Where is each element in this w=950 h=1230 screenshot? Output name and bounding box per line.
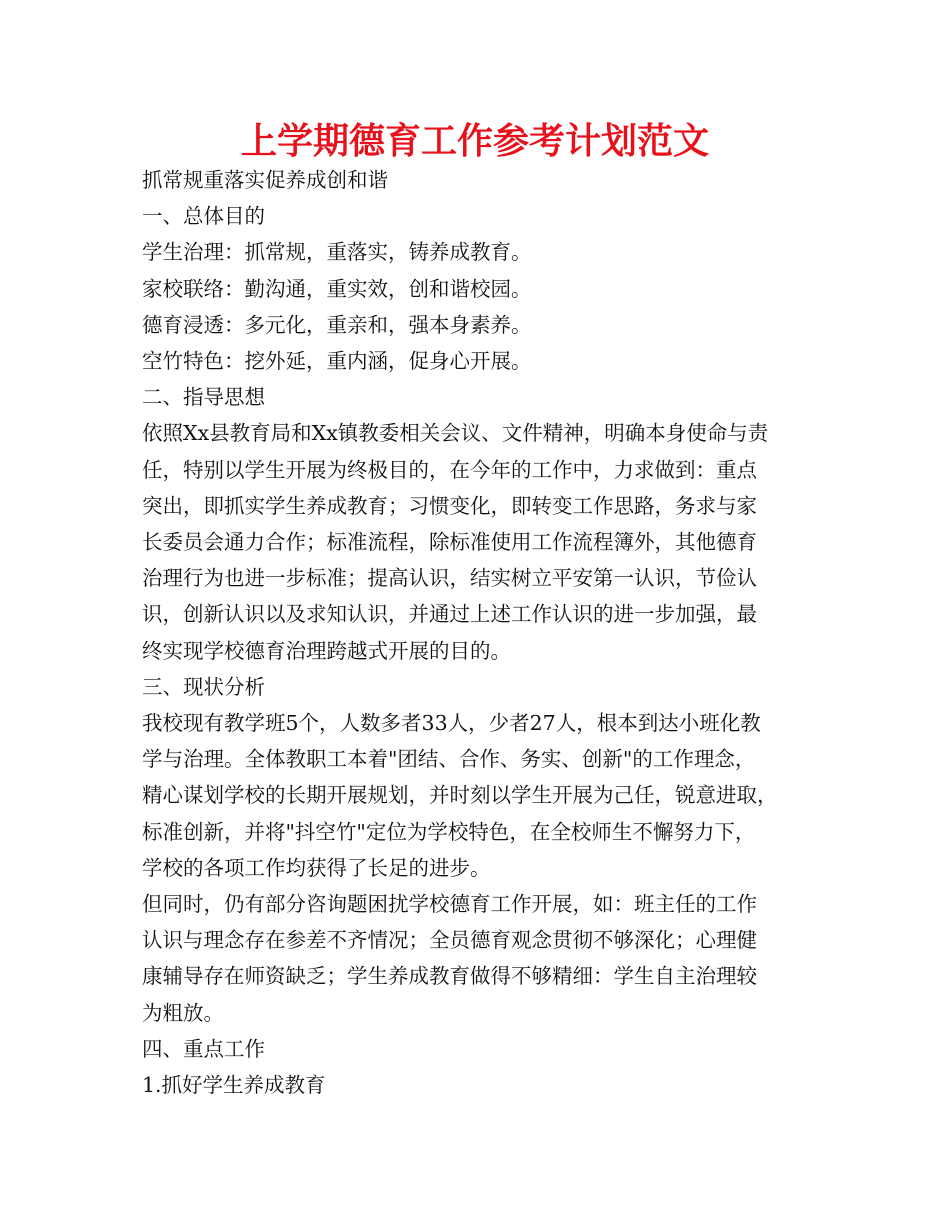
body-line: 突出，即抓实学生养成教育；习惯变化，即转变工作思路，务求与家 <box>142 493 757 518</box>
document-title: 上学期德育工作参考计划范文 <box>240 121 709 162</box>
document-body <box>142 162 832 1103</box>
body-line: 学生治理：抓常规，重落实，铸养成教育。 <box>142 240 532 265</box>
subtitle-line: 抓常规重落实促养成创和谐 <box>142 168 388 192</box>
body-line: 学与治理。全体教职工本着"团结、合作、务实、创新"的工作理念， <box>142 747 756 772</box>
body-line: 治理行为也进一步标准；提高认识，结实树立平安第一认识，节俭认 <box>142 566 757 591</box>
body-line: 家校联络：勤沟通，重实效，创和谐校园。 <box>142 276 532 301</box>
body-line: 识，创新认识以及求知认识，并通过上述工作认识的进一步加强，最 <box>142 602 757 627</box>
section-heading: 二、指导思想 <box>142 385 265 410</box>
body-line: 认识与理念存在参差不齐情况；全员德育观念贯彻不够深化；心理健 <box>142 928 757 953</box>
body-line: 为粗放。 <box>142 1000 224 1025</box>
body-line: 终实现学校德育治理跨越式开展的目的。 <box>142 638 511 663</box>
body-line: 长委员会通力合作；标准流程，除标准使用工作流程簿外，其他德育 <box>142 530 757 555</box>
body-line: 任，特别以学生开展为终极目的，在今年的工作中，力求做到：重点 <box>142 457 757 482</box>
body-line: 但同时，仍有部分咨询题困扰学校德育工作开展，如：班主任的工作 <box>142 892 757 917</box>
body-line: 依照Xx县教育局和Xx镇教委相关会议、文件精神，明确本身使命与责 <box>142 421 769 446</box>
section-heading: 四、重点工作 <box>142 1036 265 1061</box>
body-line: 德育浸透：多元化，重亲和，强本身素养。 <box>142 312 532 337</box>
section-heading: 一、总体目的 <box>142 204 265 229</box>
section-heading: 三、现状分析 <box>142 674 265 699</box>
body-line: 精心谋划学校的长期开展规划，并时刻以学生开展为己任，锐意进取， <box>142 783 778 808</box>
body-line: 标准创新，并将"抖空竹"定位为学校特色，在全校师生不懈努力下， <box>142 819 756 844</box>
body-line: 康辅导存在师资缺乏；学生养成教育做得不够精细：学生自主治理较 <box>142 964 757 989</box>
body-line: 空竹特色：挖外延，重内涵，促身心开展。 <box>142 349 532 374</box>
subsection-heading: 1.抓好学生养成教育 <box>142 1073 326 1098</box>
body-line: 我校现有教学班5个，人数多者33人，少者27人，根本到达小班化教 <box>142 711 761 736</box>
body-line: 学校的各项工作均获得了长足的进步。 <box>142 855 491 880</box>
